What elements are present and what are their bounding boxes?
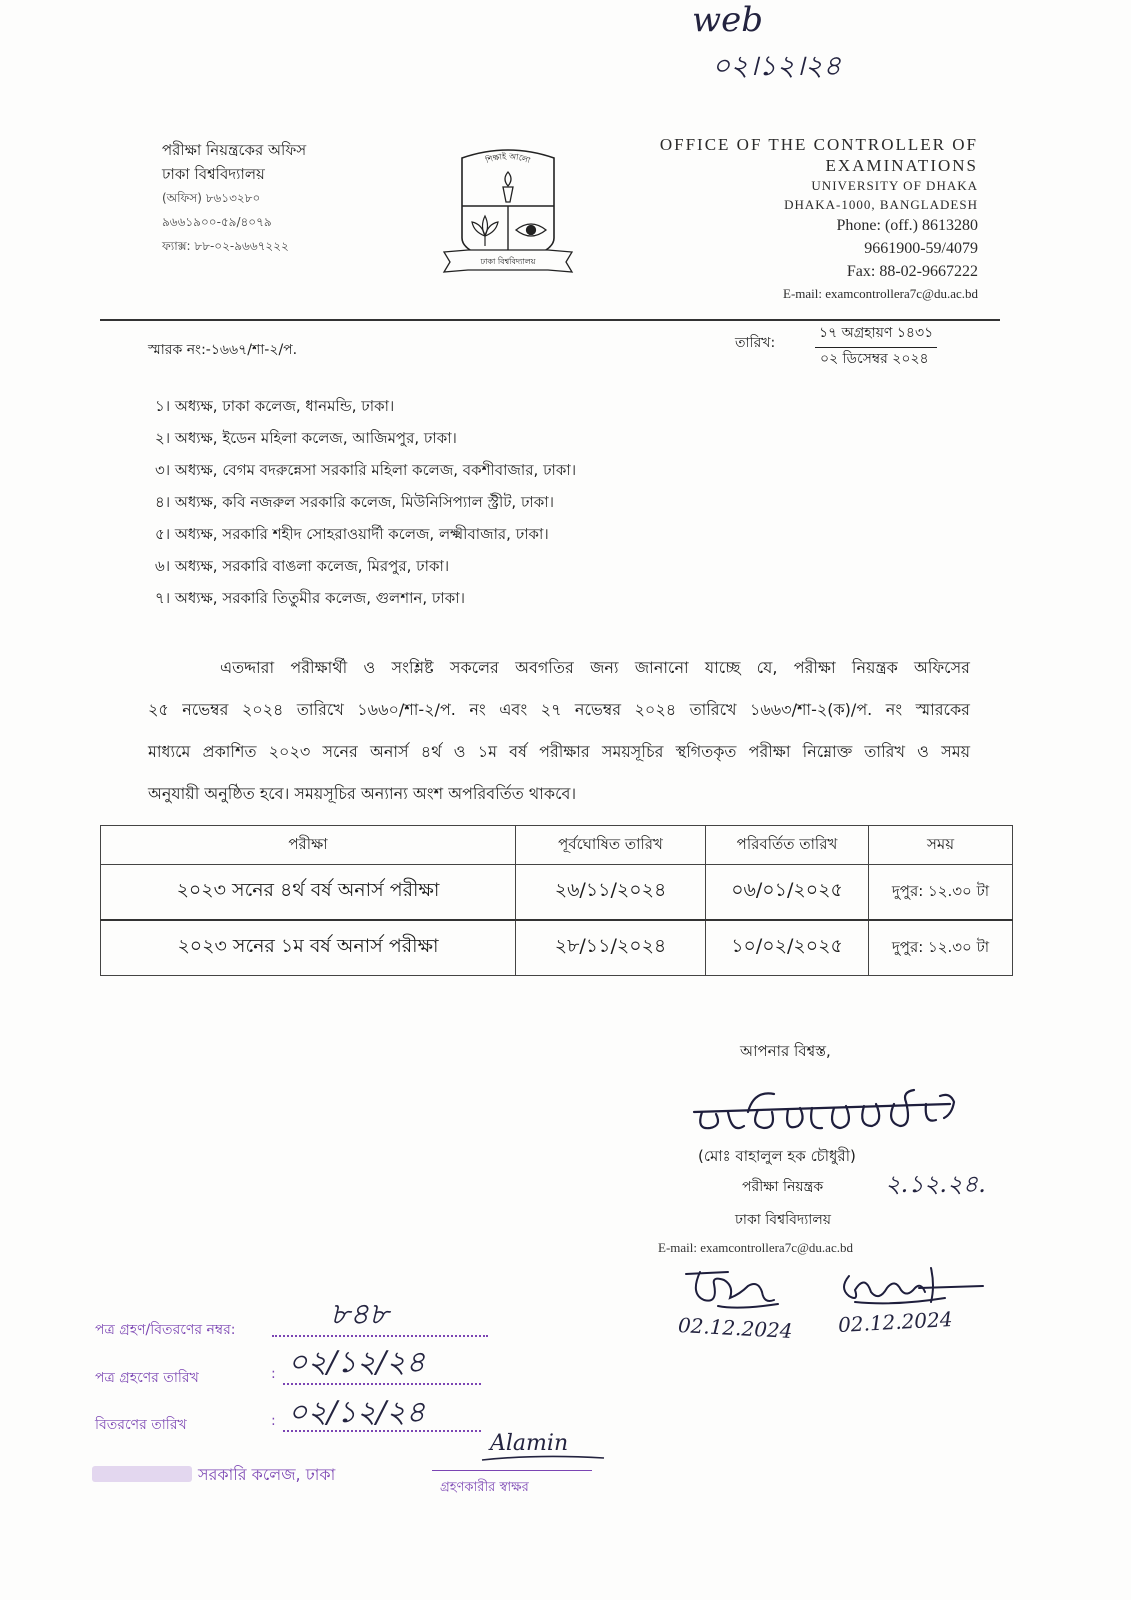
faded-stamp-text bbox=[92, 1466, 192, 1482]
exam-schedule-table bbox=[100, 825, 1013, 976]
paragraph-line: মাধ্যমে প্রকাশিত ২০২৩ সনের অনার্স ৪র্থ ও ১ম বর্ষ পরীক্ষার সময়সূচির স্থগিতকৃত পরীক্ষা নিম্নোক্ত তারিখ ও সময় bbox=[148, 742, 970, 761]
handwritten-note-date: ০২।১২।২৪ bbox=[712, 49, 842, 82]
torch-icon bbox=[503, 172, 513, 202]
fax-en: Fax: 88-02-9667222 bbox=[846, 263, 978, 280]
signer-university: ঢাকা বিশ্ববিদ্যালয় bbox=[735, 1212, 832, 1228]
receiver-signature-label: গ্রহণকারীর স্বাক্ষর bbox=[440, 1480, 529, 1495]
university-name-en: UNIVERSITY OF DHAKA bbox=[811, 178, 978, 193]
phone-other-bn: ৯৬৬১৯০০-৫৯/৪০৭৯ bbox=[162, 215, 272, 229]
eye-icon bbox=[516, 224, 546, 236]
receive-date-label: পত্র গ্রহণের তারিখ bbox=[95, 1370, 199, 1386]
recipient-list bbox=[155, 394, 576, 618]
date-label: তারিখ: bbox=[735, 335, 776, 351]
office-phone-bn: (অফিস) ৮৬১৩২৮০ bbox=[162, 191, 261, 205]
list-item: ৬। অধ্যক্ষ, সরকারি বাঙলা কলেজ, মিরপুর, ঢাকা। bbox=[155, 557, 450, 575]
table-row bbox=[101, 920, 1013, 976]
receipt-number-label: পত্র গ্রহণ/বিতরণের নম্বর: bbox=[95, 1322, 236, 1338]
exam-cell: ২০২৩ সনের ১ম বর্ষ অনার্স পরীক্ষা bbox=[101, 920, 516, 976]
date-bangla-calendar: ১৭ অগ্রহায়ণ ১৪৩১ bbox=[815, 321, 937, 348]
logo-motto: শিক্ষাই আলো bbox=[484, 151, 532, 166]
lotus-icon bbox=[472, 216, 498, 246]
list-item: ২। অধ্যক্ষ, ইডেন মহিলা কলেজ, আজিমপুর, ঢাকা। bbox=[155, 429, 457, 447]
col-header-exam: পরীক্ষা bbox=[101, 826, 516, 865]
email-en: E-mail: examcontrollera7c@du.ac.bd bbox=[783, 286, 978, 301]
header-left-bangla bbox=[162, 138, 306, 258]
list-item: ৫। অধ্যক্ষ, সরকারি শহীদ সোহরাওয়ার্দী কলেজ, লক্ষ্মীবাজার, ঢাকা। bbox=[155, 525, 549, 543]
list-item: ৭। অধ্যক্ষ, সরকারি তিতুমীর কলেজ, গুলশান, ঢাকা। bbox=[155, 589, 465, 607]
handwritten-note-web: web bbox=[692, 0, 763, 40]
notice-paragraph bbox=[100, 647, 1012, 815]
initial-date-2: 02.12.2024 bbox=[837, 1307, 954, 1337]
university-emblem-logo bbox=[438, 146, 578, 278]
time-cell: দুপুর: ১২.৩০ টা bbox=[869, 920, 1013, 976]
col-header-time: সময় bbox=[869, 826, 1013, 865]
logo-motto-text bbox=[484, 152, 532, 166]
revised-date-cell: ০৬/০১/২০২৫ bbox=[706, 865, 869, 921]
distribute-date-value: ০২/১২/২৪ bbox=[288, 1395, 426, 1430]
list-item: ১। অধ্যক্ষ, ঢাকা কলেজ, ধানমন্ডি, ঢাকা। bbox=[155, 397, 395, 415]
list-item: ৪। অধ্যক্ষ, কবি নজরুল সরকারি কলেজ, মিউনিসিপ্যাল স্ট্রীট, ঢাকা। bbox=[155, 493, 554, 511]
receiver-signature bbox=[478, 1422, 608, 1468]
paragraph-line: এতদ্দারা পরীক্ষার্থী ও সংশ্লিষ্ট সকলের অবগতির জন্য জানানো যাচ্ছে যে, পরীক্ষা নিয়ন্ত্রক অফিসের bbox=[220, 658, 970, 677]
paragraph-line: ২৫ নভেম্বর ২০২৪ তারিখে ১৬৬০/শা-২/প. নং এবং ২৭ নভেম্বর ২০২৪ তারিখে ১৬৬৩/শা-২(ক)/প. নং স্মারকের bbox=[148, 700, 970, 719]
initial-signature-2 bbox=[835, 1262, 985, 1314]
phone-en: Phone: (off.) 8613280 bbox=[836, 217, 978, 234]
previous-date-cell: ২৬/১১/২০২৪ bbox=[516, 865, 706, 921]
address-en: DHAKA-1000, BANGLADESH bbox=[784, 197, 978, 212]
paragraph-line: অনুযায়ী অনুষ্ঠিত হবে। সময়সূচির অন্যান্য অংশ অপরিবর্তিত থাকবে। bbox=[148, 784, 577, 803]
signer-email: E-mail: examcontrollera7c@du.ac.bd bbox=[658, 1240, 853, 1255]
receipt-number-value: ৮৪৮ bbox=[330, 1297, 389, 1332]
receiver-signature-text: Alamin bbox=[490, 1431, 569, 1456]
signer-designation: পরীক্ষা নিয়ন্ত্রক bbox=[742, 1179, 824, 1195]
header-right-english bbox=[660, 134, 978, 305]
initial-date-1: 02.12.2024 bbox=[677, 1313, 794, 1343]
date-gregorian: ০২ ডিসেম্বর ২০২৪ bbox=[820, 351, 929, 367]
signer-name: (মোঃ বাহালুল হক চৌধুরী) bbox=[698, 1147, 856, 1165]
initial-signature-1 bbox=[678, 1264, 790, 1320]
phone2-en: 9661900-59/4079 bbox=[864, 240, 978, 257]
receiving-college: সরকারি কলেজ, ঢাকা bbox=[198, 1465, 336, 1484]
col-header-revised-date: পরিবর্তিত তারিখ bbox=[706, 826, 869, 865]
fax-bn: ফ্যাক্স: ৮৮-০২-৯৬৬৭২২২ bbox=[162, 239, 289, 253]
exam-cell: ২০২৩ সনের ৪র্থ বর্ষ অনার্স পরীক্ষা bbox=[101, 865, 516, 921]
handwritten-sign-date: ২.১২.২৪. bbox=[885, 1170, 986, 1198]
receive-date-value: ০২/১২/২৪ bbox=[288, 1345, 426, 1380]
distribute-date-colon: : bbox=[271, 1413, 276, 1429]
memo-reference: স্মারক নং:-১৬৬৭/শা-২/প. bbox=[148, 342, 298, 358]
closing-salutation: আপনার বিশ্বস্ত, bbox=[740, 1042, 831, 1060]
list-item: ৩। অধ্যক্ষ, বেগম বদরুন্নেসা সরকারি মহিলা কলেজ, বকশীবাজার, ঢাকা। bbox=[155, 461, 577, 479]
notice-body bbox=[100, 647, 1012, 976]
receive-date-colon: : bbox=[271, 1366, 276, 1382]
office-name-en-1: OFFICE OF THE CONTROLLER OF bbox=[659, 135, 978, 154]
table-header-row bbox=[101, 826, 1013, 865]
controller-signature bbox=[688, 1082, 963, 1154]
revised-date-cell: ১০/০২/২০২৫ bbox=[706, 920, 869, 976]
logo-ribbon-text: ঢাকা বিশ্ববিদ্যালয় bbox=[480, 257, 536, 266]
university-name-bn: ঢাকা বিশ্ববিদ্যালয় bbox=[162, 165, 265, 183]
previous-date-cell: ২৮/১১/২০২৪ bbox=[516, 920, 706, 976]
time-cell: দুপুর: ১২.৩০ টা bbox=[869, 865, 1013, 921]
office-name-en-2: EXAMINATIONS bbox=[825, 156, 978, 175]
distribute-date-label: বিতরণের তারিখ bbox=[95, 1417, 187, 1433]
receiver-signature-line bbox=[432, 1470, 592, 1471]
office-name-bn: পরীক্ষা নিয়ন্ত্রকের অফিস bbox=[162, 141, 307, 159]
col-header-previous-date: পূর্বঘোষিত তারিখ bbox=[516, 826, 706, 865]
table-row bbox=[101, 865, 1013, 921]
